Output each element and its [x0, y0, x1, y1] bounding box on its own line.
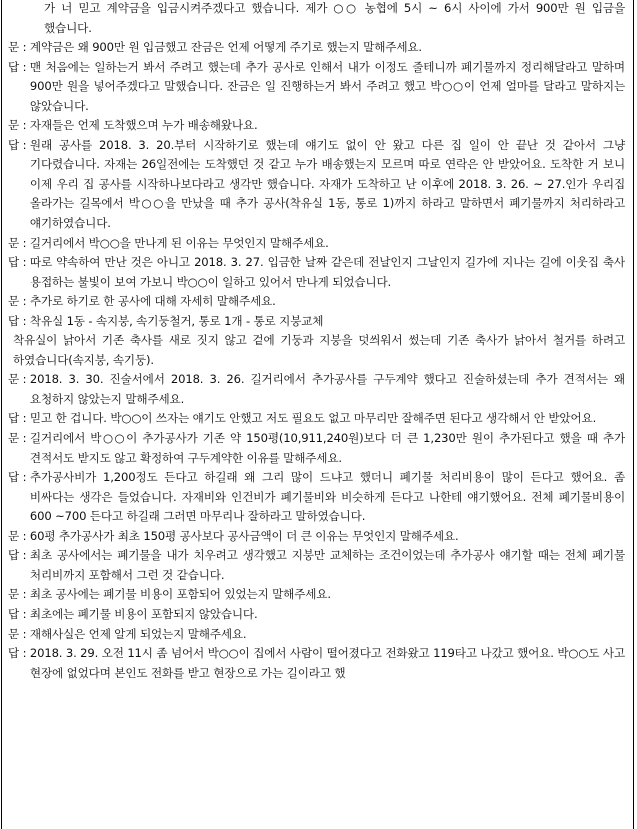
answer-entry	[8, 644, 625, 683]
question-label: 문 :	[8, 587, 30, 602]
answer-text: 맨 처음에는 일하는거 봐서 주려고 했는데 추가 공사로 인해서 내가 이정도 줄테니까 폐기물까지 정리해달라고 말하며 900만 원을 넣어주겠다고 말했습니다. 잔금은 일 진행하는거 봐서 주려고 했고 박○○이 언제 얼마를 달라고 말하지는 않았습니다.	[29, 59, 625, 113]
answer-entry	[8, 136, 625, 234]
question-entry	[8, 292, 625, 312]
question-text: 추가로 하기로 한 공사에 대해 자세히 말해주세요.	[29, 294, 276, 309]
question-text: 최초 공사에는 폐기물 비용이 포함되어 있었는지 말해주세요.	[29, 587, 331, 602]
answer-label: 답 :	[8, 646, 30, 661]
question-label: 문 :	[8, 372, 30, 387]
question-label: 문 :	[8, 118, 30, 133]
question-text: 자재들은 언제 도착했으며 누가 배송해왔나요.	[29, 118, 258, 133]
question-entry	[8, 527, 625, 547]
answer-label: 답 :	[8, 313, 30, 328]
question-entry	[8, 38, 625, 58]
answer-entry	[8, 468, 625, 527]
answer-text: 최초에는 폐기물 비용이 포함되지 않았습니다.	[29, 606, 258, 621]
answer-label: 답 :	[8, 137, 30, 152]
answer-label: 답 :	[8, 411, 30, 426]
question-entry	[8, 116, 625, 136]
question-label: 문 :	[8, 626, 30, 641]
question-text: 길거리에서 박○○이 추가공사가 기존 약 150평(10,911,240원)보다 더 큰 1,230만 원이 추가된다고 했을 때 추가 견적서도 받지도 않고 확정하여 구두계약한 이유를 말해주세요.	[29, 431, 625, 465]
question-entry	[8, 370, 625, 409]
statement-page	[1, 0, 634, 829]
answer-text: 착유실 1동 - 속지붕, 속기둥철거, 통로 1개 - 통로 지붕교체	[29, 313, 324, 328]
question-text: 길거리에서 박○○을 만나게 된 이유는 무엇인지 말해주세요.	[29, 235, 329, 250]
question-text: 2018. 3. 30. 진술서에서 2018. 3. 26. 길거리에서 추가공사를 구두계약 했다고 진술하셨는데 추가 견적서는 왜 요청하지 않았는지 말해주세요.	[29, 372, 625, 406]
continued-answer-text: 가 너 믿고 계약금을 입금시켜주겠다고 했습니다. 제가 ○○ 농협에 5시 ~ 6시 사이에 가서 900만 원 입금을 했습니다.	[44, 1, 625, 35]
question-label: 문 :	[8, 294, 30, 309]
qa-transcript	[8, 0, 625, 683]
answer-entry	[8, 58, 625, 117]
answer-entry	[8, 312, 625, 332]
question-entry	[8, 429, 625, 468]
answer-text: 최초 공사에서는 폐기물을 내가 치우려고 생각했고 지붕만 교체하는 조건이었는데 추가공사 얘기할 때는 전체 폐기물 처리비까지 포함해서 그런 것 같습니다.	[29, 548, 625, 582]
question-text: 계약금은 왜 900만 원 입금했고 잔금은 언제 어떻게 주기로 했는지 말해주세요.	[29, 40, 422, 55]
answer-text: 2018. 3. 29. 오전 11시 좀 넘어서 박○○이 집에서 사람이 떨어졌다고 전화왔고 119타고 나갔고 했어요. 박○○도 사고 현장에 없었다며 본인도 전화를 받고 현장으로 가는 길이라고 했	[29, 646, 625, 680]
question-label: 문 :	[8, 235, 30, 250]
question-text: 재해사실은 언제 알게 되었는지 말해주세요.	[29, 626, 247, 641]
question-text: 60평 추가공사가 최초 150평 공사보다 공사금액이 더 큰 이유는 무엇인지 말해주세요.	[29, 528, 459, 543]
answer-text: 추가공사비가 1,200정도 든다고 하길래 왜 그리 많이 드냐고 했더니 폐기물 처리비용이 많이 든다고 했어요. 좀 비싸다는 생각은 들었습니다. 자재비와 인건비가 폐기물비와 비슷하게 든다고 나한테 얘기했어요. 전체 폐기물비용이 600 ~700 든다고 하길래 그러면 마무리나 잘하라고 말하였습니다.	[29, 470, 625, 524]
question-entry	[8, 585, 625, 605]
answer-label: 답 :	[8, 255, 30, 270]
answer-text: 원래 공사를 2018. 3. 20.부터 시작하기로 했는데 얘기도 없이 안 왔고 다른 집 일이 안 끝난 것 같아서 그냥 기다렸습니다. 자재는 26일전에는 도착했던 것 같고 누가 배송했는지 모르며 따로 연락은 안 받았어요. 도착한 거 보니 이제 우리 집 공사를 시작하나보다라고 생각만 했습니다. 자재가 도착하고 난 이후에 2018. 3. 26. ~ 27.인가 우리집 올라가는 길목에서 박○○을 만났을 때 추가 공사(착유실 1동, 통로 1)까지 하라고 말하면서 폐기물까지 처리하라고 얘기하였습니다.	[29, 137, 625, 231]
question-label: 문 :	[8, 431, 30, 446]
answer-label: 답 :	[8, 59, 30, 74]
answer-entry	[8, 546, 625, 585]
answer-entry	[8, 605, 625, 625]
answer-text: 따로 약속하여 만난 것은 아니고 2018. 3. 27. 입금한 날짜 같은데 전날인지 그날인지 길가에 지나는 길에 이웃집 축사 용접하는 불빛이 보여 가보니 박○○이 일하고 있어서 만나게 되었습니다.	[29, 255, 625, 289]
question-label: 문 :	[8, 40, 30, 55]
answer-entry	[8, 409, 625, 429]
answer-label: 답 :	[8, 548, 30, 563]
answer-text: 믿고 한 겁니다. 박○○이 쓰자는 얘기도 안했고 저도 필요도 없고 마무리만 잘해주면 된다고 생각해서 안 받았어요.	[29, 411, 597, 426]
answer-entry	[8, 253, 625, 292]
question-entry	[8, 625, 625, 645]
question-entry	[8, 234, 625, 254]
answer-label: 답 :	[8, 470, 30, 485]
question-label: 문 :	[8, 528, 30, 543]
answer-label: 답 :	[8, 606, 30, 621]
answer-continuation-text: 착유실이 낡아서 기존 축사를 새로 짓지 않고 겉에 기둥과 지붕을 덧씌워서 썼는데 기존 축사가 낡아서 철거를 하려고 하였습니다(속지붕, 속기둥).	[13, 333, 625, 367]
